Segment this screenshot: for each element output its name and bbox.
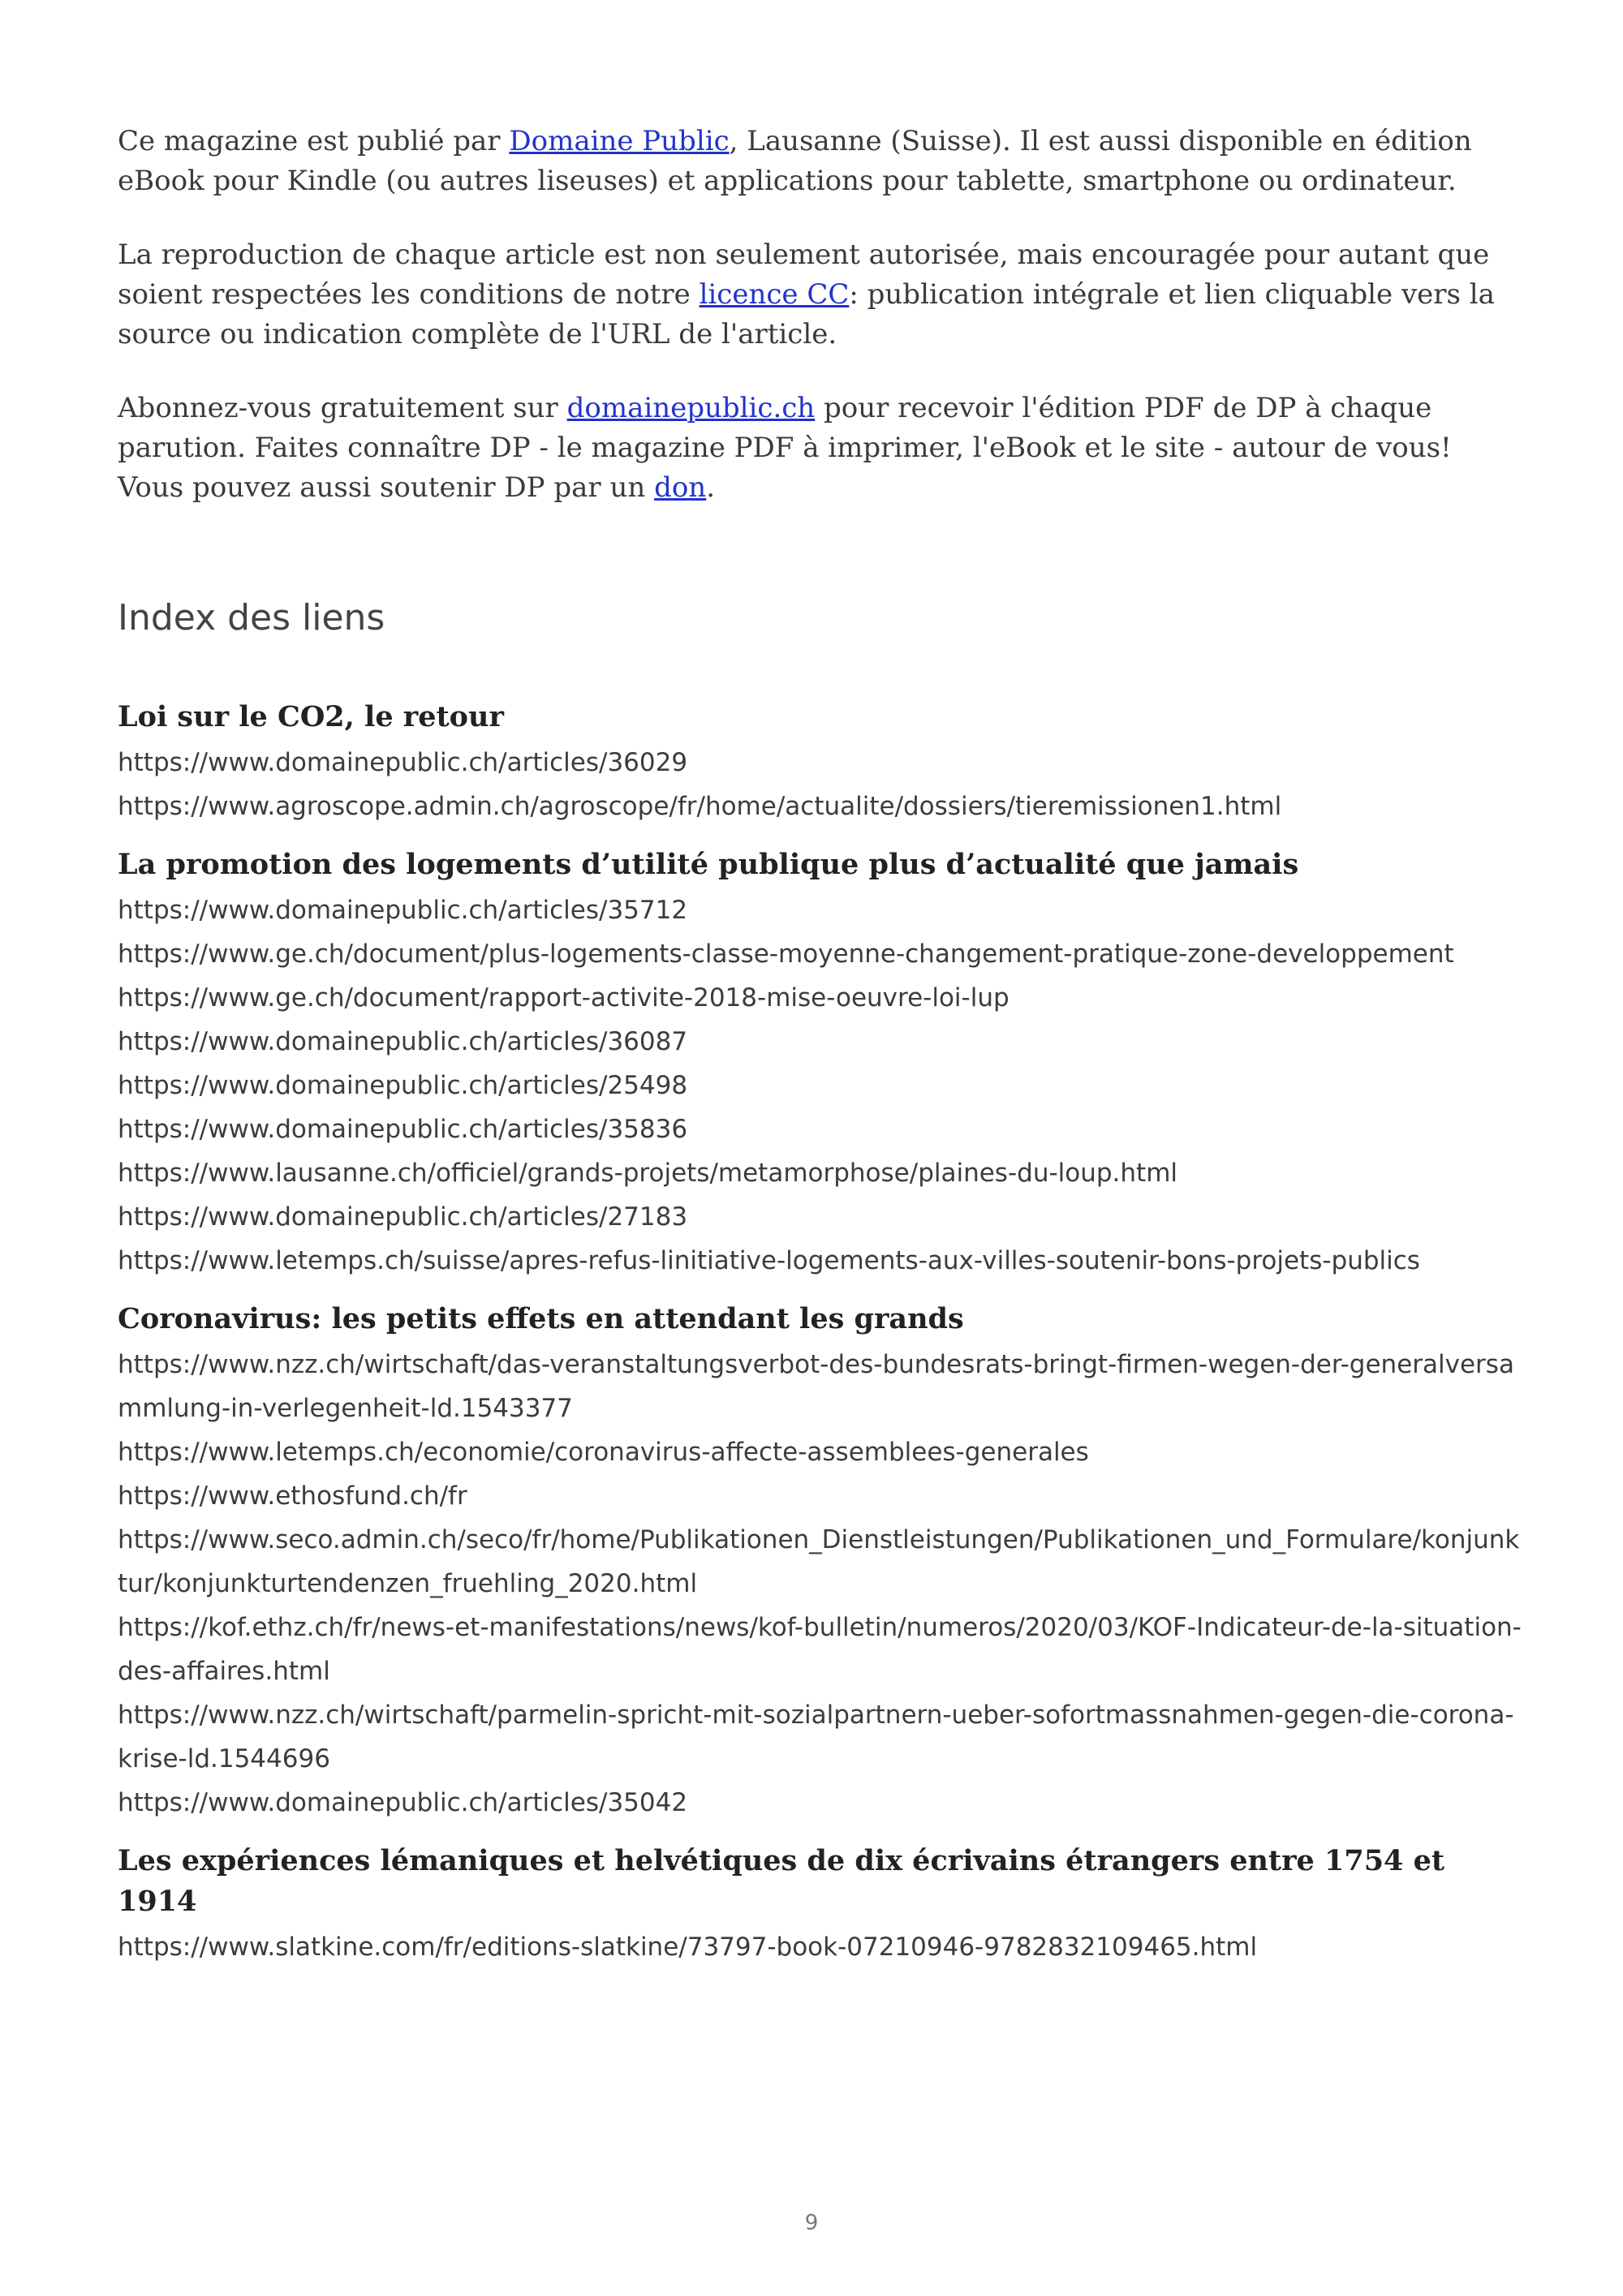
p3-text-after: . (706, 471, 716, 504)
article-link[interactable]: https://www.domainepublic.ch/articles/36087 (118, 1027, 688, 1056)
p1-text-before: Ce magazine est publié par (118, 125, 510, 157)
p2-text-after: : publication intégrale et lien cliquable vers la source ou indication complète de l'URL de l'article. (118, 278, 1495, 350)
article-link[interactable]: https://www.ethosfund.ch/fr (118, 1481, 467, 1511)
p3-text-before: Abonnez-vous gratuitement sur (118, 392, 567, 424)
article-title: Coronavirus: les petits effets en attendant les grands (118, 1302, 964, 1335)
article-link[interactable]: https://www.seco.admin.ch/seco/fr/home/Publikationen_Dienstleistungen/Publikationen_und_Formulare/konjunktur/konjunkturtendenzen_fruehling_2020.html (118, 1525, 1520, 1598)
article-link[interactable]: https://www.ge.ch/document/rapport-activite-2018-mise-oeuvre-loi-lup (118, 983, 1010, 1013)
article-link[interactable]: https://www.slatkine.com/fr/editions-slatkine/73797-book-07210946-9782832109465.html (118, 1933, 1258, 1962)
article-section (118, 1299, 1522, 1825)
intro-paragraph-publisher (118, 122, 1522, 201)
index-heading: Index des liens (118, 597, 385, 638)
article-link[interactable]: https://www.domainepublic.ch/articles/35836 (118, 1115, 688, 1144)
article-link[interactable]: https://www.domainepublic.ch/articles/35712 (118, 896, 688, 925)
articles-list (118, 697, 1522, 1969)
p3-text-middle: pour recevoir l'édition PDF de DP à chaque parution. Faites connaître DP - le magazine PDF à imprimer, l'eBook et le site - autour de vous! Vous pouvez aussi soutenir DP par un (118, 392, 1452, 504)
domaine-public-link[interactable]: Domaine Public (509, 125, 730, 157)
article-title: Loi sur le CO2, le retour (118, 700, 504, 733)
page-content (118, 122, 1522, 1985)
article-link[interactable]: https://www.nzz.ch/wirtschaft/das-veranstaltungsverbot-des-bundesrats-bringt-firmen-wegen-der-generalversammlung-in-verlegenheit-ld.1543377 (118, 1350, 1514, 1423)
intro-paragraph-license (118, 235, 1522, 355)
domainepublic-link[interactable]: domainepublic.ch (566, 392, 816, 424)
article-link[interactable]: https://www.lausanne.ch/officiel/grands-projets/metamorphose/plaines-du-loup.html (118, 1159, 1178, 1188)
article-link[interactable]: https://www.letemps.ch/suisse/apres-refus-linitiative-logements-aux-villes-soutenir-bons-projets-publics (118, 1246, 1420, 1275)
don-link[interactable]: don (654, 471, 707, 504)
intro-paragraph-subscribe (118, 389, 1522, 508)
article-link[interactable]: https://www.ge.ch/document/plus-logements-classe-moyenne-changement-pratique-zone-developpement (118, 939, 1454, 969)
article-title: Les expériences lémaniques et helvétiques de dix écrivains étrangers entre 1754 et 1914 (118, 1844, 1445, 1918)
article-link[interactable]: https://www.domainepublic.ch/articles/27183 (118, 1202, 688, 1232)
article-link[interactable]: https://kof.ethz.ch/fr/news-et-manifestations/news/kof-bulletin/numeros/2020/03/KOF-Indicateur-de-la-situation-des-affaires.html (118, 1613, 1522, 1686)
article-section (118, 697, 1522, 828)
page-number: 9 (804, 2211, 819, 2235)
article-section (118, 1841, 1522, 1969)
p2-text-before: La reproduction de chaque article est non seulement autorisée, mais encouragée pour autant que soient respectées les conditions de notre (118, 239, 1490, 311)
article-title: La promotion des logements d’utilité publique plus d’actualité que jamais (118, 848, 1299, 881)
article-link[interactable]: https://www.domainepublic.ch/articles/35042 (118, 1788, 688, 1817)
licence-cc-link[interactable]: licence CC (699, 278, 850, 311)
article-link[interactable]: https://www.agroscope.admin.ch/agroscope/fr/home/actualite/dossiers/tieremissionen1.html (118, 792, 1282, 821)
article-link[interactable]: https://www.domainepublic.ch/articles/36029 (118, 748, 688, 777)
article-link[interactable]: https://www.letemps.ch/economie/coronavirus-affecte-assemblees-generales (118, 1438, 1089, 1467)
article-link[interactable]: https://www.nzz.ch/wirtschaft/parmelin-spricht-mit-sozialpartnern-ueber-sofortmassnahmen-gegen-die-corona-krise-ld.1544696 (118, 1701, 1514, 1774)
article-link[interactable]: https://www.domainepublic.ch/articles/25498 (118, 1071, 688, 1100)
article-section (118, 845, 1522, 1283)
p1-text-after: , Lausanne (Suisse). Il est aussi disponible en édition eBook pour Kindle (ou autres liseuses) et applications pour tablette, smartphone ou ordinateur. (118, 125, 1472, 197)
